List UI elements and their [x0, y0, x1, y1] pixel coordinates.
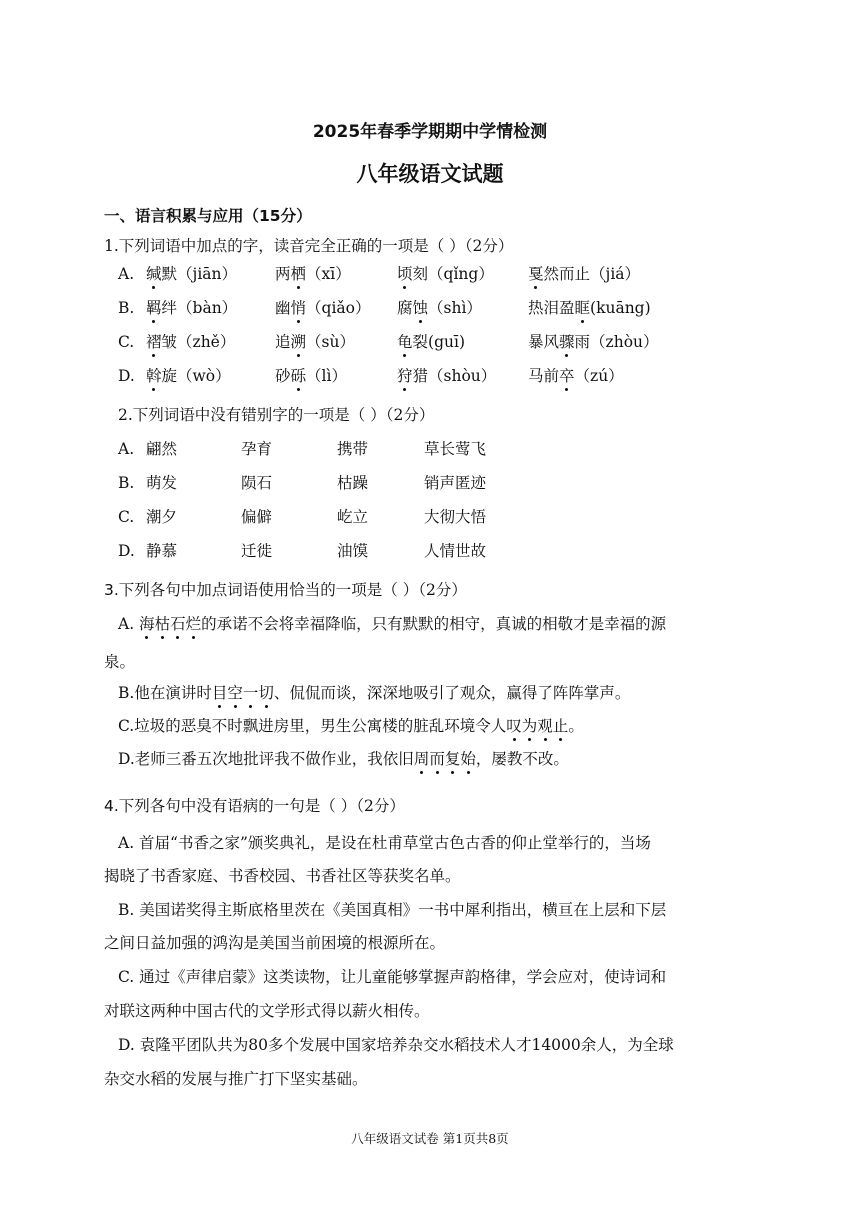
q1-option-word: [146, 264, 237, 284]
word-part: 雨: [574, 333, 591, 351]
word-part: 裂: [412, 333, 429, 351]
dotted-char: 目: [211, 684, 228, 702]
question-4-stem: [104, 796, 405, 816]
question-2-stem: 2.下列词语中没有错别字的一项是（ ）（2分）: [118, 406, 435, 424]
question-4-option-c: C. 通过《声律启蒙》这类读物，让儿童能够掌握声韵格律，学会应对，使诗词和: [118, 968, 667, 986]
dotted-char: 切: [258, 684, 274, 702]
option-d-dotted-phrase: [414, 750, 476, 768]
word-part: 马前: [528, 367, 560, 385]
pinyin: （shòu）: [428, 367, 497, 385]
q1-option-word: [397, 298, 482, 318]
dotted-char: 海: [139, 615, 155, 633]
option-a-dotted-phrase: [139, 615, 201, 633]
q2-option-word: 油馍: [337, 542, 369, 560]
word-part: 猎: [412, 367, 429, 385]
dotted-char: 砾: [290, 367, 307, 385]
q2-option-word: 草长莺飞: [424, 440, 487, 458]
dotted-char: 顷: [397, 265, 413, 283]
question-4-points: （2分）: [356, 797, 405, 815]
word-part: 暴风: [528, 333, 560, 351]
option-b-text: 、侃侃而谈，深深地吸引了观众，赢得了阵阵掌声。: [273, 684, 631, 702]
q1-option-word: [397, 366, 496, 386]
dotted-char: 始: [460, 750, 476, 768]
exam-subtitle: 八年级语文试题: [356, 162, 504, 186]
question-1-stem: 1.下列词语中加点的字，读音完全正确的一项是（ ）（2分）: [104, 237, 514, 255]
word-part: 默: [161, 265, 178, 283]
question-3-points: （2分）: [418, 581, 467, 599]
q1-option-word: [275, 366, 347, 386]
q1-option-word: [397, 332, 465, 352]
question-3-option-a-cont: 泉。: [104, 653, 136, 671]
question-3-option-b: [118, 683, 630, 703]
q2-option-word: 人情世故: [424, 542, 487, 560]
q1-option-label: D.: [118, 367, 135, 385]
pinyin: （zú）: [574, 367, 624, 385]
pinyin: （xī）: [306, 265, 351, 283]
dotted-char: 栖: [290, 265, 307, 283]
q2-option-label: D.: [118, 542, 135, 560]
question-3-stem: [104, 580, 467, 600]
q2-option-word: 销声匿迹: [424, 474, 487, 492]
dotted-char: 复: [444, 750, 461, 768]
q2-option-word: 偏僻: [241, 508, 273, 526]
pinyin: （qiǎo）: [306, 299, 371, 317]
option-c-dotted-phrase: [506, 717, 568, 735]
dotted-char: 龟: [397, 333, 413, 351]
option-a-prefix: A.: [118, 615, 140, 633]
q1-option-word: [275, 332, 355, 352]
pinyin: （qǐng）: [428, 265, 494, 283]
q1-option-word: [528, 332, 659, 352]
dotted-char: 卒: [559, 367, 575, 385]
option-c-prefix: C.垃圾的恶臭不时飘进房里，男生公寓楼的脏乱环境令人: [118, 717, 507, 735]
dotted-char: 褶: [146, 333, 162, 351]
q2-option-word: 屹立: [337, 508, 369, 526]
question-4-option-b: B. 美国诺奖得主斯底格里茨在《美国真相》一书中犀利指出，横亘在上层和下层: [118, 901, 667, 919]
q2-option-word: 陨石: [241, 474, 273, 492]
question-4-option-d-cont: 杂交水稻的发展与推广打下坚实基础。: [104, 1070, 368, 1088]
q1-option-label: C.: [118, 333, 135, 351]
exam-title: 2025年春季学期期中学情检测: [312, 122, 548, 142]
dotted-char: 眶: [574, 299, 591, 317]
option-a-text: 的承诺不会将幸福降临，只有默默的相守，真诚的相敬才是幸福的源: [201, 615, 667, 633]
dotted-char: 周: [413, 750, 430, 768]
dotted-char: 为: [521, 717, 538, 735]
word-part: 刻: [412, 265, 429, 283]
dotted-char: 缄: [146, 265, 162, 283]
dotted-char: 狩: [397, 367, 413, 385]
dotted-char: 溯: [290, 333, 307, 351]
question-4-option-c-cont: 对联这两种中国古代的文学形式得以薪火相传。: [104, 1002, 430, 1020]
q1-option-word: [146, 366, 231, 386]
dotted-char: 叹: [506, 717, 522, 735]
q1-option-word: [146, 332, 235, 352]
word-part: 绊: [161, 299, 178, 317]
question-3-option-d: [118, 749, 569, 769]
q2-option-word: 孕育: [241, 440, 273, 458]
dotted-char: 一: [242, 684, 259, 702]
question-3-option-a: [118, 614, 666, 634]
q1-option-word: [528, 298, 651, 318]
dotted-char: 止: [552, 717, 569, 735]
dotted-char: 空: [227, 684, 243, 702]
q2-option-label: A.: [118, 440, 135, 458]
question-3-stem-text: 3.下列各句中加点词语使用恰当的一项是（ ）: [104, 581, 419, 599]
q2-option-word: 潮夕: [146, 508, 178, 526]
q1-option-word: [146, 298, 237, 318]
option-b-dotted-phrase: [212, 684, 274, 702]
word-part: 皱: [161, 333, 178, 351]
q1-option-word: [528, 366, 624, 386]
q2-option-word: 翩然: [146, 440, 178, 458]
q2-option-word: 枯躁: [337, 474, 369, 492]
q1-option-word: [275, 264, 351, 284]
word-part: 两: [275, 265, 291, 283]
word-part: 腐: [397, 299, 413, 317]
q1-option-word: [397, 264, 494, 284]
pinyin: (kuāng): [590, 299, 651, 317]
q2-option-word: 迁徙: [241, 542, 273, 560]
section-heading: 一、语言积累与应用（15分）: [104, 207, 312, 225]
q2-option-word: 大彻大悟: [424, 508, 487, 526]
question-4-option-a-cont: 揭晓了书香家庭、书香校园、书香社区等获奖名单。: [104, 867, 461, 885]
pinyin: （bàn）: [177, 299, 238, 317]
word-part: 热泪盈: [528, 299, 575, 317]
pinyin: （zhòu）: [590, 333, 659, 351]
q1-option-label: A.: [118, 265, 135, 283]
word-part: 然而止: [543, 265, 591, 283]
dotted-char: 戛: [528, 265, 544, 283]
pinyin: （wò）: [177, 367, 231, 385]
pinyin: （jiá）: [590, 265, 641, 283]
question-3-option-c: [118, 716, 584, 736]
question-4-option-a: A. 首届“书香之家”颁奖典礼，是设在杜甫草堂古色古香的仰止堂举行的，当场: [118, 834, 651, 852]
word-part: 旋: [161, 367, 178, 385]
q2-option-word: 携带: [337, 440, 369, 458]
option-d-prefix: D.老师三番五次地批评我不做作业，我依旧: [118, 750, 414, 768]
q2-option-label: B.: [118, 474, 135, 492]
question-4-stem-text: 4.下列各句中没有语病的一句是（ ）: [104, 797, 357, 815]
q2-option-word: 萌发: [146, 474, 178, 492]
pinyin: （jiān）: [177, 265, 238, 283]
pinyin: （shì）: [428, 299, 482, 317]
dotted-char: 观: [537, 717, 553, 735]
q1-option-label: B.: [118, 299, 135, 317]
dotted-char: 枯: [154, 615, 171, 633]
word-part: 砂: [275, 367, 291, 385]
pinyin: （lì）: [306, 367, 347, 385]
option-b-prefix: B.他在演讲时: [118, 684, 212, 702]
pinyin: (guī): [428, 333, 465, 351]
dotted-char: 悄: [290, 299, 307, 317]
word-part: 追: [275, 333, 291, 351]
pinyin: （sù）: [306, 333, 355, 351]
word-part: 幽: [275, 299, 291, 317]
option-c-text: 。: [568, 717, 584, 735]
question-4-option-d: D. 袁隆平团队共为80多个发展中国家培养杂交水稻技术人才14000余人，为全球: [118, 1036, 674, 1054]
dotted-char: 斡: [146, 367, 162, 385]
page-footer: 八年级语文试卷 第1页共8页: [351, 1131, 509, 1146]
dotted-char: 骤: [559, 333, 575, 351]
q2-option-word: 静慕: [146, 542, 178, 560]
question-4-option-b-cont: 之间日益加强的鸿沟是美国当前困境的根源所在。: [104, 934, 446, 952]
dotted-char: 而: [429, 750, 445, 768]
q1-option-word: [528, 264, 640, 284]
dotted-char: 石: [170, 615, 186, 633]
option-d-text: ，屡教不改。: [475, 750, 569, 768]
dotted-char: 羁: [146, 299, 162, 317]
dotted-char: 烂: [185, 615, 202, 633]
pinyin: （zhě）: [177, 333, 236, 351]
dotted-char: 蚀: [412, 299, 429, 317]
q1-option-word: [275, 298, 370, 318]
q2-option-label: C.: [118, 508, 135, 526]
